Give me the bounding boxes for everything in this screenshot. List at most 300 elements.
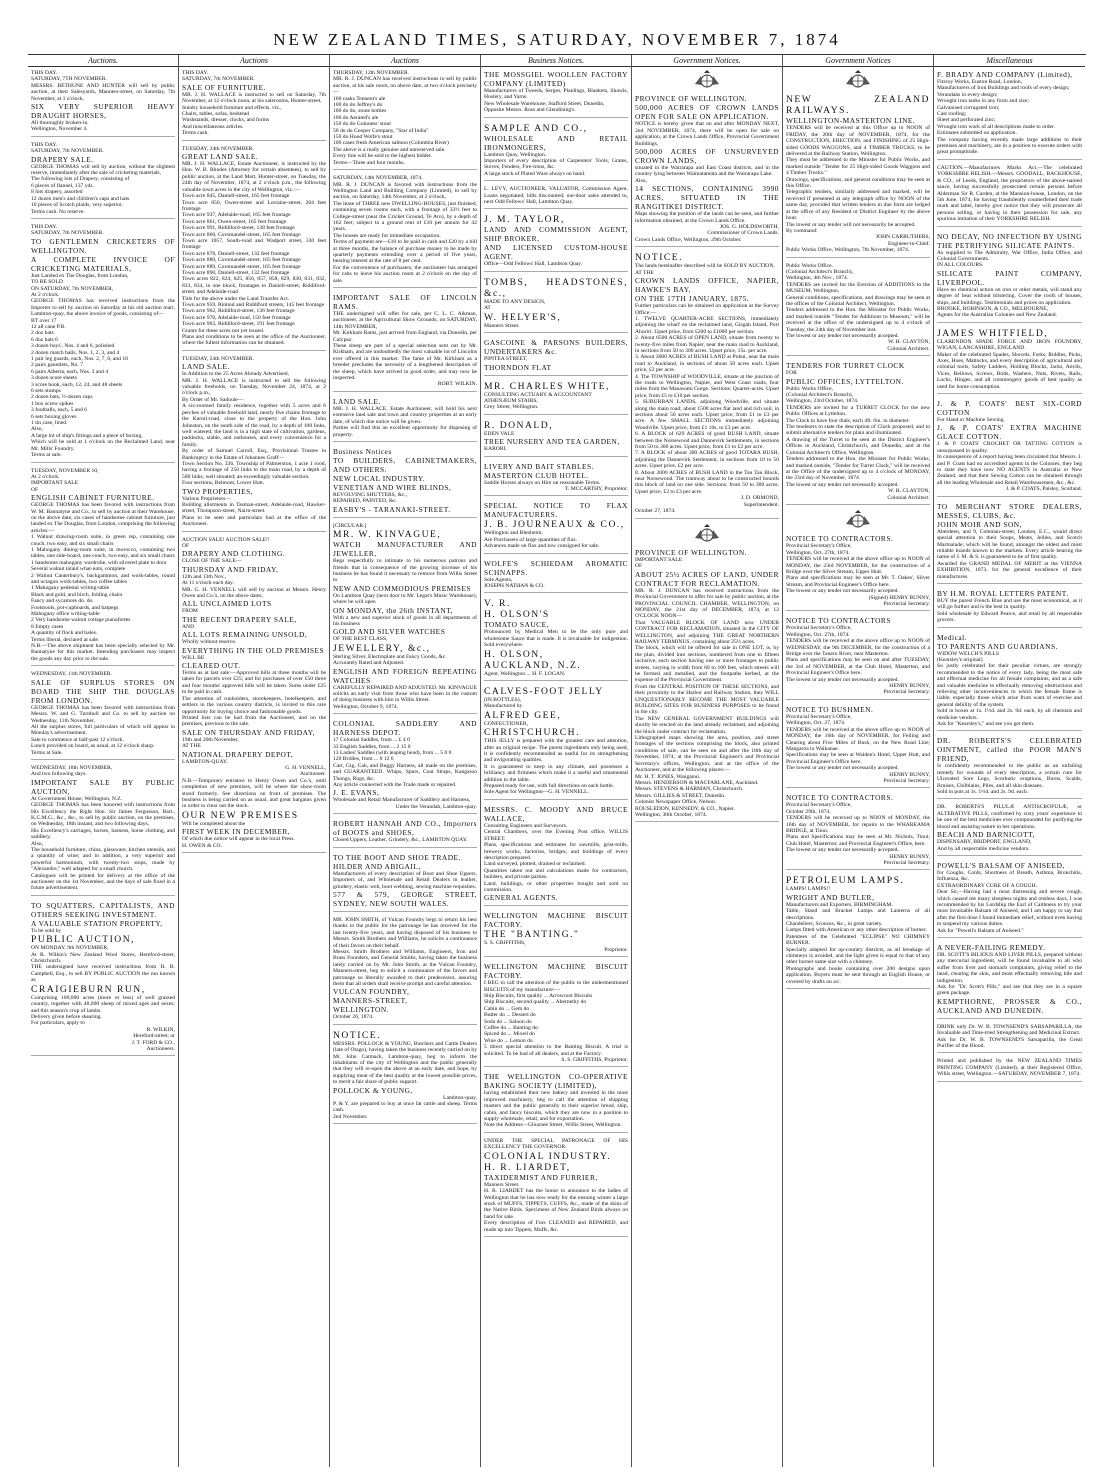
ad-text: 19th and 20th November,	[182, 736, 239, 743]
ad-text: HENRY BUNNY,	[889, 853, 930, 860]
ad-text: 3. About 3000 ACRES of BUSH LAND at Pohui, near the main road to Auckland, in sections of about 50 acres each. Upset price, £2 per acre.	[635, 354, 779, 374]
ad-text: TO BE SOLD	[31, 279, 63, 286]
ad-text: Chairs, tables, sofas, bedstead	[182, 111, 250, 118]
ad-heading: THE WELLINGTON CO-OPERATIVE BAKING SOCIETY (LIMITED),	[484, 1072, 628, 1091]
ad-text: Washstands, dresser, clocks, and forms	[182, 117, 270, 124]
advertisement	[333, 819, 477, 847]
ad-text: TUESDAY, 24th NOVEMBER.	[182, 355, 254, 362]
ad-text: October 27, 1874.	[635, 508, 676, 515]
column-heading: Miscellaneous	[934, 55, 1085, 67]
advertisement	[484, 462, 628, 497]
ad-text: 100 do Aerated's ale	[333, 114, 379, 121]
ad-text: LAMPS! LAMPS!!	[786, 886, 831, 893]
ad-heading: THE "BANTING."	[484, 929, 580, 941]
ad-text: Tenders addressed to the Hon. the Minister for Public Works, and marked outside "Tender for Additions to Museum," will be received at the office of the undersigned up to 4 o'clock of Tuesday, the 24th day of November inst.	[786, 307, 930, 333]
ad-text: Provincial Secretary's Office,	[786, 713, 852, 720]
ad-text: So justly celebrated for their peculiar virtues, are strongly recommended to the notice of every lady, being the most safe and effectual medicine for all female complaints, and as a safe and valuable medicine in effectually removing obstructions and relieving other inconveniences to which the female frame is liable, especially those which arise from want of exercise and general debility of the system.	[937, 663, 1082, 708]
ad-text: 33 English Saddles, from ... 2 15 0	[333, 743, 411, 750]
ad-text: Wellington, Oct. 27th, 1874.	[786, 631, 850, 638]
ad-text: Town acre 963, Riddiford-street, 191 feet frontage	[182, 321, 295, 328]
ad-text: Wellington and Blenheim,	[484, 530, 543, 537]
ad-text: From the CENTRAL POSITION OF THESE SECTIONS, and their proximity to the Harbor and Railway Station, they WILL UNQUESTIONABLY BECOME THE MOST VALUABLE BUILDING SITES FOR BUSINESS PURPOSES to be found in the city.	[635, 683, 779, 716]
advertisement	[484, 1138, 628, 1237]
advertisement	[31, 224, 175, 463]
ad-text: TENDERS will be received at the above office up to NOON of MONDAY, the 16th day of NOVEMBER, for Felling and Clearing about Five Miles of Bush, on the New Road Line, Mangaroa to Waikanae.	[786, 726, 930, 752]
ad-text: SATURDAY, 14th NOVEMBER, 1874.	[333, 175, 423, 182]
ad-text: The NEW GENERAL GOVERNMENT BUILDINGS will shortly be erected on the land already reclaimed, and adjoining the block under contract for reclamation.	[635, 715, 779, 735]
ad-heading: SALE OF FURNITURE.	[182, 82, 266, 92]
ad-heading: THE MOSSGIEL WOOLLEN FACTORY COMPANY (LIMITED)	[484, 70, 628, 88]
ad-text: THE undersigned will offer for sale, per C. L. C. Aikman, auctioneer, at the Agricultural Show Grounds, on SATURDAY, 14th NOVEMBER,	[333, 311, 477, 330]
advertisement	[333, 917, 477, 1025]
ad-heading: MR. CHARLES WHITE,	[484, 380, 610, 392]
ad-text: OF	[182, 543, 190, 549]
ad-heading: ALL LOTS REMAINING UNSOLD,	[182, 630, 308, 640]
ad-heading: H. OLSON,	[484, 648, 544, 660]
ad-text: Note the Address—Ghuznee Street, Willis Street, Wellington.	[484, 1122, 622, 1129]
ad-text: Prepared ready for use, with full directions on each bottle.	[484, 783, 615, 790]
ad-text: JOHN CARRUTHERS,	[875, 234, 930, 241]
ad-text: TENDERS will be received up to NOON of MONDAY, the 16th day of NOVEMBER, for repairs to the WHAREAMA BRIDGE, at Tinui.	[786, 815, 930, 834]
ad-text: Ask for Dr. W. B. TOWNSEND'S Sarsaparilla, the Great Purifier of the Blood.	[937, 1036, 1082, 1050]
advertisement	[484, 962, 628, 1067]
ad-text: Opposite Messrs. Ross and Glendining's.	[484, 107, 576, 114]
advertisement	[484, 420, 628, 457]
ad-text: Black and gold, and birch, folding chairs	[31, 591, 123, 598]
column-heading: Government Notices	[783, 55, 933, 67]
advertisement	[333, 397, 477, 442]
ad-text: BROOKE, ROBINSON, & CO., MELBOURNE,	[937, 305, 1049, 312]
ad-text: 2 doz bats	[31, 330, 54, 337]
ad-text: AUCTION SALE! AUCTION SALE!!	[182, 536, 270, 543]
ad-text: His Excellency's carriages, horses, harness, horse clothing, and saddlery.	[31, 827, 175, 841]
ad-text: Office—Odd Fellows' Hall, Lambton Quay.	[484, 261, 583, 268]
ad-text: Wellington, Oct. 27th, 1874.	[786, 549, 850, 556]
ad-text: Fitzroy Works, Euston Road, London,	[937, 79, 1023, 85]
ad-heading: COLONIAL INDUSTRY.	[484, 1150, 612, 1162]
ad-text: Drawings, specifications, and general conditions may be seen at this Office.	[786, 176, 930, 190]
ad-text: CONFECTIONER,	[484, 720, 528, 727]
ad-text: [CIRCULAR.]	[333, 522, 367, 529]
ad-text: Also,	[31, 840, 43, 847]
ad-text: The lowest or any tender not necessarily accepted.	[786, 765, 899, 772]
advertisement	[484, 70, 628, 118]
ad-text: S. S. GRIFFITHS, Proprietor.	[561, 1057, 628, 1064]
column-heading: Auctions	[179, 55, 329, 67]
ad-heading: NOTICE TO BUSHMEN.	[786, 704, 874, 714]
ad-text: 8. About 2000 ACRES of BUSH LAND in the Tau Tau Block, near Norsewood. The tramway about to be constructed bounds this block of land on one side. Sections: from 50 to 300 acres. Upset price, £2 to £3 per acre.	[635, 469, 779, 495]
ad-heading: CROWN LANDS OFFICE, NAPIER, HAWKE'S BAY,	[635, 276, 779, 295]
ad-text: Terms at Sale.	[31, 749, 63, 756]
ad-text: 3 score book, each, 12, 24, and 48 sheets	[31, 381, 123, 388]
ad-text: ON SATURDAY, 7th NOVEMBER,	[31, 285, 114, 292]
ad-text: 2nd November.	[333, 1113, 368, 1120]
ad-text: Town acre 937, Adelaide-road, 165 feet frontage	[182, 212, 291, 219]
ad-text: Agent, Wellington ... H. F. LOGAN.	[484, 670, 566, 677]
advertisement	[333, 719, 477, 814]
ad-text: For particulars, apply to	[31, 1020, 85, 1027]
ad-text: Terms—Three and four months.	[333, 159, 405, 166]
ad-text: 13 Ladies' Saddles (with leaping head), from ... 5 0 0	[333, 750, 452, 757]
ad-text: J. & P. COATS' CROCHET OR TATTING COTTON is unsurpassed in quality.	[937, 441, 1082, 454]
ad-heading: THURSDAY AND FRIDAY,	[182, 564, 279, 574]
ad-text: Catalogues will be printed for delivery at the office of the auctioneer on the 1st November, and the days of sale fixed in a future advertisement.	[31, 872, 175, 892]
ad-heading: SALE ON THURSDAY AND FRIDAY,	[182, 727, 316, 737]
advertisement	[484, 1072, 628, 1132]
advertisement	[786, 875, 930, 989]
ad-text: 100 do do Jeffrey's do	[333, 102, 383, 109]
ad-text: Provincial Secretary.	[883, 689, 930, 696]
ad-text: Begs respectfully to intimate to his numerous patrons and friends that in consequence of the growing increase of his business he has found it necessary to remove from Willis Street to	[333, 558, 477, 584]
ad-text: And miscellaneous articles.	[182, 123, 244, 130]
ad-heading: MESSRS. C. MOODY AND BRUCE WALLACE,	[484, 804, 628, 823]
ad-text: Maps showing the position of the lands can be seen, and further information obtained, at the Crown Lands Office.	[635, 211, 779, 224]
ad-text: GEORGE THOMAS has been favored with instructions from Messrs. W. and G. Turnbull and Co. to sell by auction on Wednesday, 11th November,	[31, 704, 175, 724]
ad-text: DR. ROBERTS'S PILULÆ ANTISCROFULÆ, or ALTERATIVE PILLS, confirmed by sixty years' experience to be one of the best medicines ever compounded for purifying the blood and assisting nature in her operations.	[937, 804, 1082, 830]
ad-heading: OUR NEW PREMISES	[182, 809, 299, 821]
ad-text: 3 footballs, each, 5 and 6	[31, 407, 88, 414]
ad-text: H. OWEN & CO.	[182, 842, 222, 849]
ad-text: Ask for "Dr. Scott's Pills," and see that they are in a square green package.	[937, 984, 1082, 997]
ad-text: Sundry household furniture and effects, viz.,	[182, 104, 282, 111]
ad-text: The household furniture, china, glassware, kitchen utensils, and a quantity of wine; and in addition, a very superior and powerful harmonium, with twenty-two stops, made by "Alexandre," well adapted for a small church.	[31, 847, 175, 873]
ad-text: Town acres 822, 824, 825, 856, 857, 858, 829, 830, 831, 832, 833, 834, in one block, frontages to Daniell-street, Riddiford-street, and Adelaide-road	[182, 276, 326, 296]
ad-text: The tenderers to state the description of Clock proposed, and to submit alternative tenders for plain and illuminated.	[786, 424, 930, 437]
ad-text: AT	[484, 305, 491, 312]
ad-text: Plans and specifications may be seen at Mr. T. Oakes', Silver Stream, and Provincial Engineer's Office here.	[786, 575, 930, 588]
ad-heading: J. B. JOURNEAUX & CO.,	[484, 519, 625, 531]
ad-text: Mr. Kirkham Rams, just arrived from England, via Dunedin, per Calypso.	[333, 330, 478, 343]
ad-text: Sold in boxes at 1s. 1½d. and 2s. 9d. each, by all chemists and medicine vendors.	[937, 708, 1082, 721]
ad-text: MR. JOHN SMITH, of Vulcan Foundry begs to return his best thanks to the public for the patronage he has received for the last twenty-five years, and having disposed of his business to Messrs. Smith Brothers and Williams, he solicits a continuance of their favors on their behalf.	[333, 916, 477, 949]
ad-text: (Colonial Architect's Branch),	[786, 392, 854, 399]
ad-text: Manufacturers of Iron Buildings and roofs of every design;	[937, 85, 1070, 92]
ad-text: Patentees of the Celebrated "ECLIPSE" NO CHIMNEY BURNER.	[786, 933, 930, 947]
ad-text: Grey Street, Wellington.	[484, 404, 539, 411]
advertisement	[182, 356, 326, 532]
ad-text: And two following days.	[31, 771, 87, 778]
ad-text: Public Works Office.	[786, 262, 834, 269]
ad-text: DR. SCOTT'S BILIOUS AND LIVER PILLS, prepared without any mercurial ingredient, will be found invaluable to all who suffer from liver and stomach complaints, giving relief to the head, clearing the skin, and most effectually removing bile and indigestion.	[937, 951, 1082, 984]
ad-text: Town acre 959, Rintoul and Riddiford streets, 145 feet frontage	[182, 302, 325, 308]
ad-text: R. WILKIN,	[146, 1026, 175, 1033]
ad-heading: LAND AND COMMISSION AGENT, SHIP BROKER,	[484, 225, 628, 244]
ad-heading: MANNERS-STREET,	[333, 996, 408, 1006]
advertisement	[31, 468, 175, 667]
ad-text: Colonial Architect.	[887, 345, 930, 352]
ad-text: Colonial Architect.	[887, 494, 930, 501]
column-heading: Auctions	[330, 55, 480, 67]
ad-text: MADE TO ANY DESIGN,	[484, 298, 546, 305]
column-heading: Auctions.	[28, 55, 178, 67]
ad-text: AT THE	[182, 743, 201, 750]
ad-heading: Business Notices	[333, 446, 392, 456]
ad-text: REPAIRED, PAINTED, &c.	[333, 498, 398, 505]
ad-text: SATURDAY, 7th NOVEMBER.	[31, 148, 104, 155]
ad-text: T. MCCARTHY, Proprietor.	[564, 485, 628, 492]
ad-text: 7. A BLOCK of about 300 ACRES of good TOTARA BUSH, adjoining the Dannevirk Settlement, in sections from 10 to 50 acres. Upset price, £2 per acre.	[635, 450, 779, 470]
ad-text: Comprising 100,000 acres (more or less) of well grassed country, together with 48,000 sheep of mixed ages and sexes; and this season's crop of lambs.	[31, 994, 175, 1014]
ad-text: MR. R. J. DUNCAN has received instructions from the Provincial Government to offer for sale by public auction, at the PROVINCIAL COUNCIL CHAMBER, WELLINGTON, on MONDAY, the 21st day of DECEMBER, 1874, at 12 O'CLOCK NOON—	[635, 587, 779, 620]
ad-text: At Government House, Wellington, N.Z.	[31, 795, 123, 802]
ad-text: Terms at sale.	[31, 452, 62, 459]
ad-heading: BEACH AND BARNICOTT,	[937, 830, 1035, 840]
ad-text: As supplied to The Admiralty, War Office, India Office, and Colonial Governments.	[937, 249, 1082, 262]
ad-text: GEORGE THOMAS has been favored with instructions from W. M. Bannatyne and Co., to sell by auction at their Warehouse, on the above date, six cases of handsome cabinet furniture, just landed ex The Douglas, from London, comprising the following articles:—	[31, 502, 175, 534]
ad-text: 5. SUBURBAN LANDS, adjoining Woodville, and situate along the main road; about 1500 acres flat land and rich soil, in sections about 50 acres each. Upset price, from £1 to £3 per acre. A few SMALL SECTIONS immediately adjoining Woodville. Upset price, from £1 10s. to £3 per acre.	[635, 399, 779, 431]
ad-text: MR. R. J. DUNCAN has received instructions to sell by public auction, at his sale room, on above date, at two o'clock precisely—	[333, 76, 477, 96]
ad-text: Fancy and sycamore do. do.	[31, 598, 94, 605]
ad-text: Coffee do ... Banting do	[484, 1025, 538, 1031]
news-column	[934, 55, 1085, 1467]
ad-heading: PUBLIC AUCTION,	[31, 934, 136, 946]
ad-text: Grants for these acres not yet issued.	[182, 327, 265, 334]
ad-text: 1 Walnut drawing-room suite, in green rep, containing one couch, two easy, and six small chairs	[31, 534, 175, 547]
ad-text: OF THE BEST CLASS,	[333, 636, 388, 643]
ad-heading: SALE OF SURPLUS STORES ON BOARD THE SHIP THE DOUGLAS FROM LONDON.	[31, 677, 175, 705]
ad-text: With a new and superior stock of goods in all departments of his business	[333, 614, 477, 627]
ad-text: In consequence of a report having been circulated that Messrs. J. and P. Coats had no accredited agents in the Colonies, they beg to state they have now NO AGENTS in Australia or New Zealand, and that their Sewing Cotton can be obtained through all the leading Wholesale and Retail Warehousemen, &c., &c.	[937, 454, 1082, 486]
ad-text: Provincial Secretary's Office,	[786, 625, 852, 632]
advertisement	[937, 804, 1082, 855]
ad-text: W. H. CLAYTON,	[888, 339, 930, 346]
ad-text: The lowest or any tender not necessarily accepted.	[786, 333, 899, 339]
ad-text: 2 dozen match balls, Nos. 1, 2, 3, and 4	[31, 349, 120, 356]
ad-text: TENDERS will be received at the above office up to NOON of MONDAY, the 23rd NOVEMBER, for the construction of a Bridge over the Silver Stream, Upper Hutt.	[786, 556, 930, 575]
ad-heading: NO DECAY, NO INFECTION BY USING THE PETRIFYING SILICATE PAINTS.	[937, 231, 1082, 250]
ad-text: The company having recently made large additions to their premises and machinery, are in a position to execute orders with great promptitude.	[937, 136, 1082, 156]
ad-text: Specifications may be seen at Walden's Hotel, Upper Hutt, and Provincial Engineer's Office here.	[786, 752, 930, 765]
ad-text: 2 Walnut Canterbury's, backgammon, and work-tables, round and octagon work-tables, two coffee tables	[31, 572, 175, 585]
ad-text: Sold in pots at 1s. 1½d. and 2s. 9d. each.	[937, 789, 1029, 796]
ad-text: Estimates submitted on application.	[937, 130, 1017, 137]
ad-text: Messrs. STEVENS & HARMAN, Christchurch.	[635, 786, 744, 793]
ad-text: Photographs and books containing over 200 designs upon application. Buyers must be sent through an English House, or covered by drafts on a/c.	[786, 965, 930, 985]
ad-text: ATHENÆUM STAIRS,	[484, 397, 538, 404]
ad-heading: NOTICE.	[333, 1029, 382, 1041]
ad-text: MR. J. H. WALLACE is instructed to sell the following valuable freeholds, on Tuesday, November 24, 1874, at 2 o'clock p.m.,	[182, 377, 326, 397]
ad-text: Lithographed maps showing the area, position, and street frontages of the sections comprising the block, also printed conditions of sale, can be seen on and after the 10th day of November, 1874, at the Provincial Engineer's and Provincial Secretary's offices, Wellington, and at the office of the Auctioneer, and at the following places:—	[635, 735, 779, 774]
ad-text: Tenders addressed to the Hon. the Minister for Public Works, and marked outside, "Tender for Turret Clock," will be received at the Office of the undersigned up to 4 o'clock of MONDAY, the 23rd day of November, 1874.	[786, 456, 930, 482]
ad-text: MR. J. H. WALLACE is instructed to sell on Saturday, 7th November, at 12 o'clock noon, at his salerooms, Hunter-street,	[182, 91, 326, 105]
advertisement	[937, 589, 1082, 628]
ad-text: THE undersigned have received instructions from H. B. Campbell, Esq., to sell BY PUBLIC AUCTION the run known as	[31, 964, 175, 984]
ad-text: W. H. CLAYTON,	[888, 488, 930, 495]
ad-text: Telegraphic tenders, similarly addressed and marked, will be received if presented at any telegraph office by NOON of the same day, provided that written tenders in due form are lodged at the office of any Resident or District Engineer by the above hour.	[786, 189, 930, 222]
ad-text: Mahogany office writing-table	[31, 611, 100, 618]
ad-text: October 26, 1874.	[333, 1014, 374, 1021]
ad-heading: PUBLIC OFFICES, LYTTELTON.	[786, 376, 904, 386]
advertisement	[484, 686, 628, 800]
ad-text: Central Chambers, over the Evening Post office, WILLIS STREET.	[484, 829, 628, 842]
ad-text: CLARENDON SPADE FORGE AND IRON FOUNDRY, WIGAN, LANCASHIRE, ENGLAND.	[937, 338, 1082, 352]
ad-heading: NEW ZEALAND RAILWAYS.	[786, 94, 930, 117]
ad-text: Importers of every description of Carpenters' Tools, Grates, Stoves, Fenders, Fire-irons, &c.	[484, 158, 628, 171]
advertisement	[484, 277, 628, 333]
ad-text: EDEN VALE	[484, 430, 515, 437]
ad-text: A large stock of Plated Ware always on hand.	[484, 170, 586, 177]
advertisement	[333, 447, 477, 518]
advertisement	[333, 523, 477, 715]
ad-heading: MASTERTON CLUB HOTEL.	[484, 470, 589, 480]
ad-text: A six-roomed family residence, together with 5 acres and 6 perches of valuable freehold land, nearly five chains frontage to the Karori-road, close to the property of the Hon. John Johnston, on the south side of the road, by a depth of 100 links, well watered; the land is in a high state of cultivation, gardens, paddocks, stable, and outhouses, and every convenience for a family.	[182, 403, 326, 448]
ad-heading: TO SQUATTERS, CAPITALISTS, AND OTHERS SEEKING INVESTMENT.	[31, 900, 175, 919]
ad-heading: WELLINGTON-MASTERTON LINE.	[786, 116, 916, 126]
ad-text: Wine do ... Lemon do	[484, 1037, 533, 1044]
ad-text: (IN BOTTLES),	[484, 697, 521, 703]
ad-text: Wellington, Oct. 27, 1874.	[786, 720, 846, 727]
ad-text: Manners Street.	[484, 1181, 520, 1188]
ad-text: Also,	[635, 177, 647, 184]
ad-text: J. & P. COATS, Paisley, Scotland.	[1005, 486, 1082, 493]
ad-text: 1 Mahogany pedestal writing-table	[31, 585, 110, 592]
masthead: NEW ZEALAND TIMES, SATURDAY, NOVEMBER 7, 1874	[273, 30, 841, 49]
ad-text: Verandahs in every design;	[937, 91, 998, 98]
ad-text: IMPORTANT SALE	[635, 556, 683, 563]
advertisement	[937, 399, 1082, 497]
ad-text: AT THE	[635, 269, 654, 276]
ad-text: 6 sets boxing gloves	[31, 413, 77, 420]
ad-text: Wholly without reserve.	[182, 639, 237, 646]
ad-heading: GASCOINE & PARSONS BUILDERS, UNDERTAKERS &c.	[484, 338, 628, 357]
ad-text: CONSULTING ACTUARY & ACCOUNTANT	[484, 391, 592, 398]
ad-heading: DRAPERY SALE.	[31, 154, 94, 164]
advertisement	[937, 232, 1082, 323]
ad-heading: ABOUT 25½ ACRES OF LAND, UNDER CONTRACT FOR RECLAMATION.	[635, 569, 779, 588]
ad-text: Town Section No. 336, Township of Palmerston, 1 acre 1 rood, having a frontage of 250 links to the main road, by a depth of 500 links, well situated; an exceedingly valuable section.	[182, 460, 326, 480]
ad-heading: KEMPTHORNE, PROSSER & CO., AUCKLAND AND DUNEDIN.	[937, 996, 1082, 1015]
ad-text: N.B.—The above shipment has been specially selected by Mr. Bannatyne for this market. Intending purchasers may inspect the goods any day prior to the sale.	[31, 643, 175, 662]
ad-text: THIS JELLY is prepared with the greatest care and attention, after an original recipe. The purest ingredients only being used, it is confidently recommended as useful for its strengthening and invigorating qualities.	[484, 738, 628, 764]
advertisement	[484, 338, 628, 375]
ad-text: The block, which will be offered for sale in ONE LOT, is, by the plan, divided into sections, numbered from one to fifteen inclusive, each section having one or more frontages to public streets, varying in width from 60 to 100 feet, which streets will be formed and metalled, and the footpaths kerbed, at the expense of the Provincial Government.	[635, 645, 779, 684]
ad-text: CAREFULLY REPAIRED AND ADJUSTED. Mr. KINVAGUE solicits an early visit from those who have been in the custom of doing business with him in Willis Street.	[333, 684, 477, 704]
ad-text: Butter do ... Dessert do	[484, 1012, 536, 1019]
ad-text: Wholesale and Retail Manufacturer of Saddlery and Harness,	[333, 797, 471, 804]
ad-text: GEORGE THOMAS will sell by auction, without the slightest reserve, immediately after the sale of cricketing materials,	[31, 163, 175, 177]
ad-heading: NOTICE TO CONTRACTORS.	[786, 534, 894, 544]
ad-heading: ENGLISH AND FOREIGN REPEATING WATCHES	[333, 666, 477, 685]
ad-text: Awarded the GRAND MEDAL OF MERIT at the VIENNA EXHIBITION, 1873, for the general excellence of their manufactures.	[937, 560, 1082, 580]
ad-text: Town acre 962, Riddiford-street, 136 feet frontage	[182, 308, 295, 315]
ad-text: Wellington, 4th Nov., 1874.	[786, 275, 849, 282]
ad-text: P. & Y. are prepared to buy at once fat cattle and sheep. Terms cash.	[333, 1101, 477, 1114]
ad-text: WILL BE	[182, 654, 205, 661]
ad-text: NOTICE is hereby given that on and after MONDAY NEXT, 2nd NOVEMBER, 1874, there will be open for sale on application, at the Crown Lands Office, Provincial Government Buildings,	[635, 121, 779, 147]
ad-text: 2 pairs gauntlets, No. 7	[31, 362, 83, 369]
ad-heading: BY H.M. ROYAL LETTERS PATENT.	[937, 588, 1069, 598]
ad-text: LAMBTON-QUAY.	[182, 758, 228, 765]
ad-heading: ALFRED GEE,	[484, 709, 562, 721]
ad-text: Ship Biscuits, first quality ... Arrowroot Biscuits	[484, 992, 593, 999]
ad-text: 100 cases fresh American salmon (Columbia River)	[333, 140, 449, 147]
ad-heading: NEW LOCAL INDUSTRY.	[333, 473, 426, 483]
ad-heading: LAND SALE.	[333, 396, 381, 406]
ad-text: The above is a really genuine and unreserved sale.	[333, 146, 446, 153]
ad-text: Plans to be seen and particulars had at the office of the Auctioneer.	[182, 514, 326, 528]
ad-text: The lowest or any tender not necessarily accepted.	[786, 676, 899, 683]
ad-text: Pronounced by Medical Men to be the only pure and wholesome Sauce that is made. It is invaluable for indigestion. Sold everywhere.	[484, 629, 628, 649]
ad-text: Consulting Engineers and Surveyors.	[484, 822, 568, 829]
ad-heading: SILICATE PAINT COMPANY, LIVERPOOL.	[937, 268, 1082, 287]
advertisement	[937, 328, 1082, 394]
ad-text: 120 Bridles, from ... 0 12 6	[333, 756, 394, 763]
ad-text: Manufacturers and Exporters, BIRMINGHAM.	[786, 901, 893, 908]
ad-text: Wrought iron tanks in any form and size;	[937, 98, 1029, 105]
ad-text: MR. R. J. DUNCAN is favored with instructions from the Wellington Land and Building Company (Limited), to sell by auction, on Saturday, 14th November, at 2 o'clock,	[333, 181, 477, 201]
ad-text: Accurately Rated and Adjusted.	[333, 660, 405, 667]
ad-text: Terms cash. No reserve.	[31, 208, 85, 215]
ad-text: The lowest or any tender not necessarily accepted.	[786, 847, 899, 854]
ad-text: UNDER THE SPECIAL PATRONAGE OF HIS EXCELLENCY THE GOVERNOR.	[484, 1137, 628, 1151]
ad-text: N.B.—Temporary entrance to Henry Owen and Co.'s, until completion of new premises, will be where the show-room stood formerly. See directions on front of premises. The business is being carried on as usual, and great bargains given in order to clear out the stock.	[182, 777, 326, 810]
ad-text: FROM	[182, 608, 198, 615]
ad-heading: TENDERS FOR TURRET CLOCK	[786, 361, 905, 371]
ad-text: Aberdeen, and 9, Coleman-street, London, E.C., would direct special attention to their Soups, Meats, Jellies, and Scotch Marmalade; which will be found, amongst the oldest and most reliable brands known in the markets. Every article bearing the name of J. M. & S. is guaranteed to be of first quality.	[937, 528, 1082, 561]
ad-text: Sterling Silver, Electroplate and Fancy Goods, &c.	[333, 653, 447, 660]
ad-text: New Wholesale Warehouse, Stafford Street, Dunedin,	[484, 100, 605, 107]
ad-text: Cast roofing;	[937, 111, 967, 118]
advertisement	[786, 616, 930, 699]
ad-heading: LAND SALE.	[182, 362, 230, 372]
ad-text: Town acre 861, Owen-street, 165 feet frontage	[182, 218, 287, 225]
ad-text: Town acre 850, Owen-street and Lorraine-street, 264 feet frontage	[182, 199, 326, 212]
advertisement	[786, 361, 930, 505]
ad-text: Lamps fitted with American or any other description of burner.	[786, 927, 927, 934]
ad-heading: TO PARENTS AND GUARDIANS.	[937, 641, 1058, 651]
ad-text: ROBT. WILKIN.	[437, 381, 477, 388]
ad-text: They must be addressed to the Minister for Public Works, and marked outside "Tender for 25 High-sided Goods Waggons and 4 Timber Trucks."	[786, 157, 930, 177]
ad-heading: R. DONALD,	[484, 419, 554, 431]
ad-heading: DR. ROBERTS'S CELEBRATED OINTMENT, called the POOR MAN'S FRIEND,	[937, 736, 1082, 764]
advertisement	[937, 736, 1082, 799]
ad-text: The following lots of Drapery, consisting of	[31, 176, 130, 183]
ad-text: Messrs. GILLIES & STREET, Dunedin.	[635, 792, 726, 799]
ad-text: EXTRAORDINARY CURE OF A COUGH.	[937, 882, 1038, 889]
ad-text: Land, buildings, or other properties bought and sold on commission.	[484, 880, 628, 893]
ad-text: Chandeliers, Sconces, &c., in great variety.	[786, 921, 883, 928]
ad-heading: DRAPERY AND CLOTHING.	[182, 549, 286, 559]
ad-heading: CHRISTCHURCH.	[484, 727, 580, 739]
ad-text: GEORGE THOMAS has received instructions from the Importer to sell by auction on Saturday at his old auction mart, Lambton-quay, the above invoice of goods, consisting of—	[31, 298, 175, 318]
column-heading: Business Notices.	[481, 55, 631, 67]
ad-text: Footstools, pot-cupboards, and hatpegs	[31, 604, 119, 611]
ad-heading: NEW AND COMMODIOUS PREMISES	[333, 583, 471, 593]
ad-text: 2 dozen bats, ½-dozen caps	[31, 394, 93, 401]
ad-heading: NOTICE TO CONTRACTORS.	[786, 793, 894, 803]
ad-text: That VALUABLE BLOCK OF LAND now UNDER CONTRACT FOR RECLAMATION, situated in the CITY OF WELLINGTON, and adjoining THE GREAT NORTHERN RAILWAY TERMINUS, containing about 25½ acres.	[635, 619, 779, 645]
ad-heading: JAMES WHITFIELD,	[937, 327, 1049, 339]
ad-text: Under the Verandah, Lambton-quay.	[395, 803, 477, 810]
ad-text: (Signed) HENRY BUNNY,	[868, 594, 930, 601]
ad-text: Soda do ... Saloon do	[484, 1018, 532, 1025]
ad-text: These sheep are part of a special selection sent out by Mr. Kirkham, and are undoubtedly the most valuable lot of Lincolns ever offered in this market. The fame of Mr. Kirkham as a breeder precludes the necessity of a lengthened description of the sheep, which have arrived in good order, and may now be inspected.	[333, 343, 477, 382]
ad-text: 17 Colonial Saddles, from ... £ 4 0	[333, 737, 410, 744]
ad-text: Terms cash.	[182, 130, 209, 137]
ad-text: TENDERS are invited for a TURRET CLOCK for the new Public Offices at Lyttelton.	[786, 404, 930, 418]
ad-heading: TOMATO SAUCE,	[484, 620, 549, 630]
ad-text: Mr. H. T. JONES, Wanganui.	[635, 773, 701, 780]
ad-heading: PETROLEUM LAMPS.	[786, 875, 905, 887]
ad-text: Every description of Furs CLEANED and REPAIRED, and made up into Tippets, Muffs, &c.	[484, 1220, 628, 1233]
ad-heading: THE RECENT DRAPERY SALE,	[182, 614, 297, 624]
ad-heading: H. OLSON'S	[484, 609, 550, 621]
ad-text: Also,	[31, 426, 43, 433]
ad-text: G. H. VENNELL,	[285, 764, 326, 771]
ad-heading: GENERAL AGENTS.	[484, 893, 559, 903]
advertisement	[333, 175, 477, 288]
advertisement	[333, 70, 477, 170]
